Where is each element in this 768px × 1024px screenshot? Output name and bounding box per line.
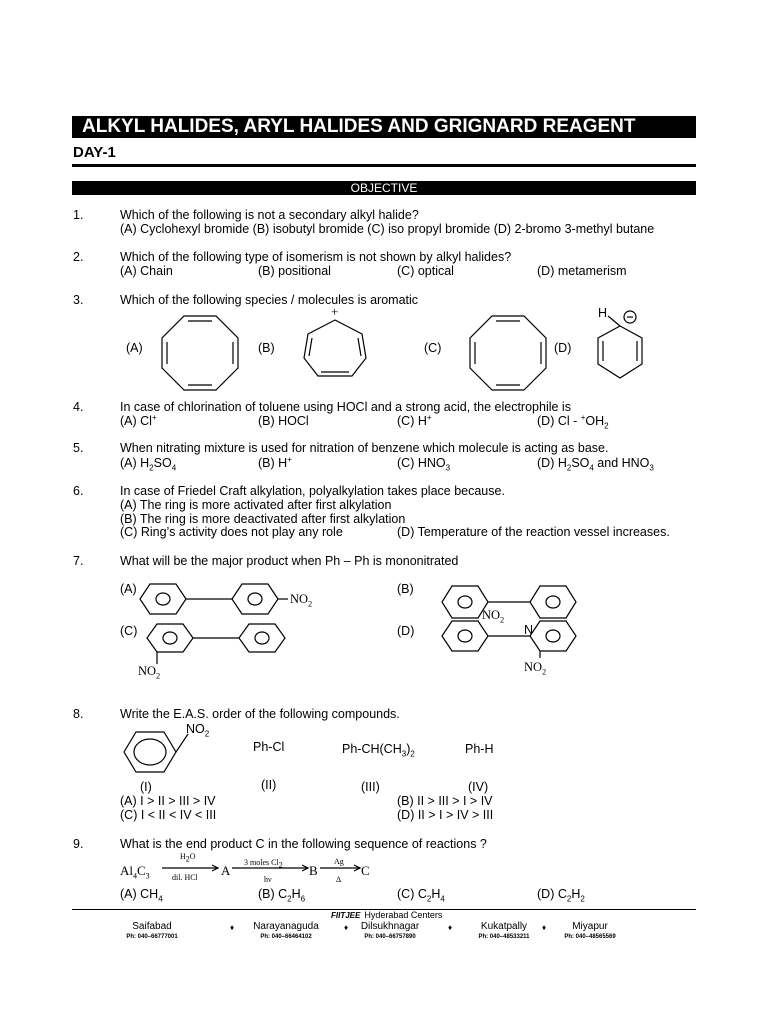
option-c: (C) H+ bbox=[397, 412, 432, 428]
reagent-light: hν bbox=[264, 875, 272, 884]
nitrogen-label: N bbox=[524, 623, 534, 637]
compound-ii: Ph-Cl bbox=[253, 740, 285, 754]
question-text: What will be the major product when Ph – Ph is mononitrated bbox=[120, 554, 459, 568]
separator-icon: ♦ bbox=[344, 923, 349, 932]
center-item: Miyapur Ph: 040–48565569 bbox=[564, 921, 616, 940]
separator-icon: ♦ bbox=[448, 923, 453, 932]
question-text: What is the end product C in the following sequence of reactions ? bbox=[120, 837, 487, 851]
separator-icon: ♦ bbox=[542, 923, 547, 932]
option-b: (B) The ring is more deactivated after first alkylation bbox=[120, 512, 406, 526]
intermediate-b: B bbox=[309, 863, 318, 878]
nitro-group-label: $NO_2$ bbox=[482, 608, 505, 625]
reagent-silver: Ag bbox=[334, 857, 344, 866]
option-a: (A) I > II > III > IV bbox=[120, 794, 216, 808]
question-number: 8. bbox=[73, 707, 84, 721]
reagent-chlorine: 3 moles $Cl_2$ bbox=[244, 858, 283, 870]
question-text: In case of Friedel Craft alkylation, polyalkylation takes place because. bbox=[120, 484, 505, 498]
roman-label: (II) bbox=[261, 778, 277, 792]
tropylium-cation-structure bbox=[300, 306, 370, 380]
compound-iv: Ph-H bbox=[465, 742, 494, 756]
nitro-group-label: $NO_2$ bbox=[186, 722, 210, 739]
roman-label: (III) bbox=[361, 780, 380, 794]
arrow-icon bbox=[232, 862, 312, 874]
option-d-label: (D) bbox=[554, 341, 572, 355]
option-d: (D) metamerism bbox=[537, 264, 627, 278]
nitrobiphenyl-structure bbox=[440, 618, 580, 660]
nitro-group-label: $NO_2$ bbox=[138, 664, 161, 681]
option-c-label: (C) bbox=[120, 624, 138, 638]
question-text: Which of the following is not a secondary alkyl halide? bbox=[120, 208, 419, 222]
question-number: 1. bbox=[73, 208, 84, 222]
option-a: (A) The ring is more activated after first alkylation bbox=[120, 498, 392, 512]
option-c: (C) Ring’s activity does not play any role bbox=[120, 525, 343, 539]
center-item: Dilsukhnagar Ph: 040–66757890 bbox=[360, 921, 420, 940]
question-options: (A) Cyclohexyl bromide (B) isobutyl bromide (C) iso propyl bromide (D) 2-bromo 3-methyl butane bbox=[120, 222, 655, 236]
brand-logo: FIITJEE bbox=[331, 911, 361, 920]
center-item: Saifabad Ph: 040–66777001 bbox=[126, 921, 178, 940]
nitro-group-label: $NO_2$ bbox=[290, 592, 313, 609]
option-c: (C) $C_2H_4$ bbox=[397, 887, 445, 904]
option-b-label: (B) bbox=[258, 341, 275, 355]
option-d: (D) $C_2H_2$ bbox=[537, 887, 585, 904]
centers-list bbox=[72, 921, 696, 945]
option-a-label: (A) bbox=[126, 341, 143, 355]
option-c: (C) optical bbox=[397, 264, 454, 278]
product-c: C bbox=[361, 863, 370, 878]
footer-heading: FIITJEE Hyderabad Centers bbox=[331, 910, 443, 920]
compound-iii: $Ph-CH(CH_3)_2$ bbox=[342, 742, 415, 759]
section-heading: OBJECTIVE bbox=[72, 181, 696, 195]
day-label: DAY-1 bbox=[73, 144, 116, 161]
center-item: Narayanaguda Ph: 040–66464102 bbox=[253, 921, 319, 940]
question-number: 7. bbox=[73, 554, 84, 568]
option-b: (B) H+ bbox=[258, 454, 292, 470]
roman-label: (I) bbox=[140, 780, 152, 794]
reagent-water: $H_2O$ bbox=[180, 852, 196, 864]
question-number: 5. bbox=[73, 441, 84, 455]
nitro-group-label: $NO_2$ bbox=[524, 660, 547, 677]
reactant: $Al_4C_3$ bbox=[120, 863, 150, 881]
intermediate-a: A bbox=[221, 863, 231, 878]
question-number: 4. bbox=[73, 400, 84, 414]
option-a-label: (A) bbox=[120, 582, 137, 596]
center-item: Kukatpally Ph: 040–48533211 bbox=[478, 921, 530, 940]
option-c: (C) $HNO_3$ bbox=[397, 456, 451, 473]
question-text: In case of chlorination of toluene using HOCl and a strong acid, the electrophile is bbox=[120, 400, 571, 414]
nitrobenzene-structure bbox=[122, 728, 192, 778]
option-d: (D) Temperature of the reaction vessel increases. bbox=[397, 525, 670, 539]
option-d: (D) II > I > IV > III bbox=[397, 808, 494, 822]
question-number: 3. bbox=[73, 293, 84, 307]
plus-charge-icon: + bbox=[331, 304, 339, 319]
option-a: (A) Cl+ bbox=[120, 412, 157, 428]
option-a: (A) $H_2SO_4$ bbox=[120, 456, 177, 473]
hydrogen-label: H bbox=[598, 306, 608, 320]
option-c: (C) I < II < IV < III bbox=[120, 808, 217, 822]
option-c-label: (C) bbox=[424, 341, 442, 355]
option-b: (B) HOCl bbox=[258, 414, 309, 428]
question-text: Which of the following type of isomerism is not shown by alkyl halides? bbox=[120, 250, 512, 264]
heat-symbol: Δ bbox=[336, 875, 342, 884]
meta-nitrobiphenyl-structure bbox=[145, 622, 295, 666]
question-text: When nitrating mixture is used for nitration of benzene which molecule is acting as base. bbox=[120, 441, 609, 455]
option-a: (A) $CH_4$ bbox=[120, 887, 163, 904]
roman-label: (IV) bbox=[468, 780, 489, 794]
option-d: (D) $H_2SO_4$ and $HNO_3$ bbox=[537, 456, 654, 473]
option-b: (B) positional bbox=[258, 264, 331, 278]
option-d-label: (D) bbox=[397, 624, 415, 638]
page-title: ALKYL HALIDES, ARYL HALIDES AND GRIGNARD REAGENT bbox=[72, 116, 696, 138]
reagent-hcl: dil. HCl bbox=[172, 873, 198, 882]
option-d: (D) Cl - $^+OH_2$ bbox=[537, 412, 609, 431]
option-b: (B) II > III > I > IV bbox=[397, 794, 493, 808]
separator-icon: ♦ bbox=[230, 923, 235, 932]
question-text: Write the E.A.S. order of the following compounds. bbox=[120, 707, 400, 721]
cyclooctatetraene-structure bbox=[468, 312, 548, 392]
ortho-nitrobiphenyl-structure bbox=[440, 582, 580, 625]
option-a: (A) Chain bbox=[120, 264, 173, 278]
arrow-icon bbox=[320, 862, 364, 874]
option-b: (B) $C_2H_6$ bbox=[258, 887, 306, 904]
question-number: 2. bbox=[73, 250, 84, 264]
question-number: 9. bbox=[73, 837, 84, 851]
question-text: Which of the following species / molecules is aromatic bbox=[120, 293, 419, 307]
divider bbox=[72, 164, 696, 167]
question-number: 6. bbox=[73, 484, 84, 498]
option-b-label: (B) bbox=[397, 582, 414, 596]
para-nitrobiphenyl-structure bbox=[138, 582, 298, 616]
cyclooctatetraene-structure bbox=[160, 312, 240, 392]
